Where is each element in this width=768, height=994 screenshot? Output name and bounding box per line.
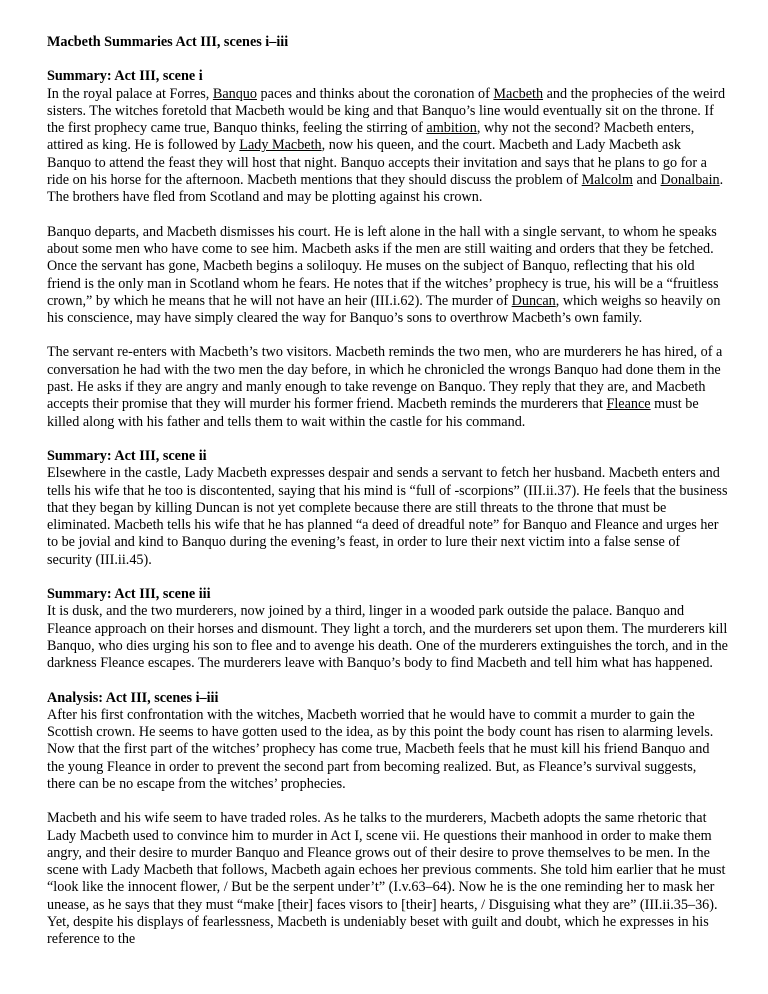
term-link[interactable]: Duncan (511, 292, 556, 309)
document-body (47, 68, 728, 948)
text-run: It is dusk, and the two murderers, now joined by a third, linger in a wooded park outside the palace. Banquo and Fleance approach on their horses and dismount. They light a torch, and the murderers set upon them. The murderers kill Banquo, who dies urging his son to flee and to avenge his death. One of the murderers extinguishes the torch, and in the darkness Fleance escapes. The murderers leave with Banquo’s body to find Macbeth and tell him what has happened. (47, 603, 728, 672)
paragraph (47, 224, 728, 328)
term-link[interactable]: Banquo (212, 85, 257, 102)
section-heading: Analysis: Act III, scenes i–iii (47, 689, 219, 706)
text-run: must be killed along with his father and tells them to wait within the castle for his command. (47, 396, 699, 430)
text-run: , why not the second? Macbeth enters, attired as king. He is followed by (47, 120, 695, 154)
text-run: . The brothers have fled from Scotland and may be plotting against his crown. (47, 172, 724, 206)
text-run: In the royal palace at Forres, (47, 85, 213, 102)
text-run: , now his queen, and the court. Macbeth and Lady Macbeth ask Banquo to attend the feast they will host that night. Banquo accepts their invitation and says that he plans to go for a ride on his horse for the afternoon. Macbeth mentions that they should discuss the problem of (47, 137, 707, 189)
paragraph (47, 86, 728, 207)
term-link[interactable]: ambition (426, 120, 477, 137)
term-link[interactable]: Malcolm (581, 172, 633, 189)
text-run: Elsewhere in the castle, Lady Macbeth expresses despair and sends a servant to fetch her husband. Macbeth enters and tells his wife that he too is discontented, saying that his mind is “full of -scorpions” (III.ii.37). He feels that the business that they began by killing Duncan is not yet complete because there are still threats to the throne that must be eliminated. Macbeth tells his wife that he has planned “a deed of dreadful note” for Banquo and Fleance and urges her to be jovial and kind to Banquo during the evening’s feast, in order to lure their next victim into a false sense of security (III.ii.45). (47, 465, 728, 568)
text-run: Banquo departs, and Macbeth dismisses his court. He is left alone in the hall with a single servant, to whom he speaks about some men who have come to see him. Macbeth asks if the men are still waiting and orders that they be fetched. Once the servant has gone, Macbeth begins a soliloquy. He muses on the subject of Banquo, reflecting that his old friend is the only man in Scotland whom he fears. He notes that if the witches’ prophecy is true, his will be a “fruitless crown,” by which he means that he will not have an heir (III.i.62). The murder of (47, 223, 719, 309)
term-link[interactable]: Donalbain (660, 172, 720, 189)
section-heading: Summary: Act III, scene i (47, 68, 203, 85)
text-run: and (632, 172, 661, 189)
text-run: After his first confrontation with the witches, Macbeth worried that he would have to commit a murder to gain the Scottish crown. He seems to have gotten used to the idea, as by this point the body count has risen to alarming levels. Now that the first part of the witches’ prophecy has come true, Macbeth feels that he must kill his friend Banquo and the young Fleance in order to prevent the second part from becoming realized. But, as Fleance’s survival suggests, there can be no escape from the witches’ prophecies. (47, 706, 714, 792)
paragraph (47, 465, 728, 569)
text-run: , which weighs so heavily on his conscience, may have simply cleared the way for Banquo’s sons to overthrow Macbeth’s own family. (47, 292, 721, 327)
text-run: Macbeth and his wife seem to have traded roles. As he talks to the murderers, Macbeth adopts the same rhetoric that Lady Macbeth used to convince him to murder in Act I, scene vii. He questions their manhood in order to make them angry, and their desire to murder Banquo and Fleance grows out of their desire to prove themselves to be men. In the scene with Lady Macbeth that follows, Macbeth again echoes her previous comments. She told him earlier that he must “look like the innocent flower, / But be the serpent under’t” (I.v.63–64). Now he is the one reminding her to mask her unease, as he says that they must “make [their] faces visors to [their] hearts, / Disguising what they are” (III.ii.35–36). Yet, despite his displays of fearlessness, Macbeth is undeniably beset with guilt and doubt, which he expresses in his reference to the (47, 810, 726, 948)
section-heading: Summary: Act III, scene ii (47, 447, 207, 464)
term-link[interactable]: Lady Macbeth (239, 137, 322, 154)
paragraph (47, 344, 728, 430)
paragraph (47, 603, 728, 672)
paragraph (47, 707, 728, 793)
term-link[interactable]: Fleance (606, 396, 651, 413)
document-title: Macbeth Summaries Act III, scenes i–iii (47, 34, 289, 50)
text-run: and the prophecies of the weird sisters. The witches foretold that Macbeth would be king and that Banquo’s line would eventually sit on the throne. If the first prophecy came true, Banquo thinks, feeling the stirring of (47, 85, 726, 137)
term-link[interactable]: Macbeth (493, 85, 544, 102)
paragraph (47, 810, 728, 948)
text-run: paces and thinks about the coronation of (257, 85, 494, 102)
section-heading: Summary: Act III, scene iii (47, 586, 211, 603)
text-run: The servant re-enters with Macbeth’s two visitors. Macbeth reminds the two men, who are murderers he has hired, of a conversation he had with the two men the day before, in which he chronicled the wrongs Banquo had done them in the past. He asks if they are angry and manly enough to take revenge on Banquo. They reply that they are, and Macbeth accepts their promise that they will murder his former friend. Macbeth reminds the murderers that (47, 344, 723, 413)
